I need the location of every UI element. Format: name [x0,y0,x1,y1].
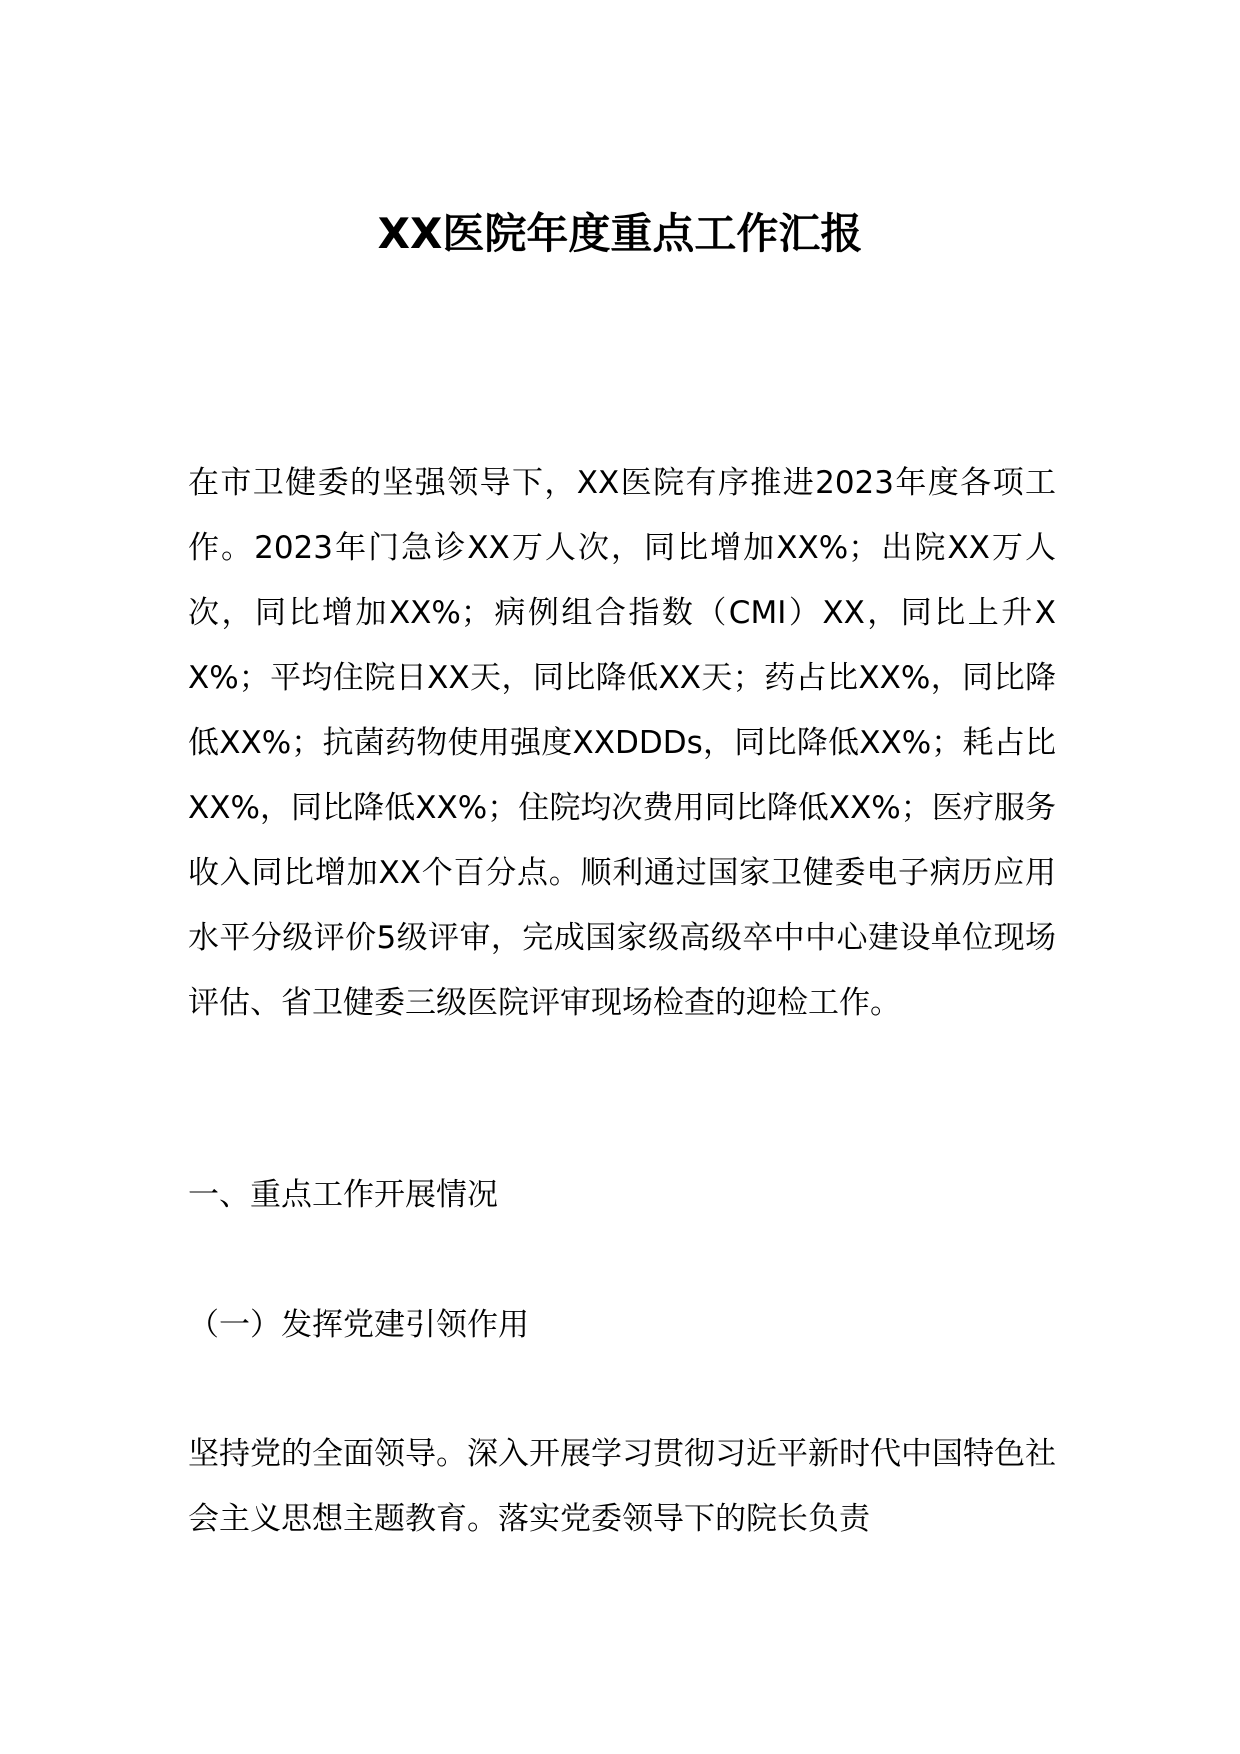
subsection-heading-party-building: （一）发挥党建引领作用 [188,1307,529,1343]
intro-paragraph: 在市卫健委的坚强领导下，XX医院有序推进2023年度各项工作。2023年门急诊XX万人次，同比增加XX%；出院XX万人次，同比增加XX%；病例组合指数（CMI）XX，同比上升XX%；平均住院日XX天，同比降低XX天；药占比XX%，同比降低XX%；抗菌药物使用强度XXDDDs，同比降低XX%；耗占比XX%，同比降低XX%；住院均次费用同比降低XX%；医疗服务收入同比增加XX个百分点。顺利通过国家卫健委电子病历应用水平分级评价5级评审，完成国家级高级卒中中心建设单位现场评估、省卫健委三级医院评审现场检查的迎检工作。 [188,465,1056,1021]
document-title: XX医院年度重点工作汇报 [377,209,863,258]
section-heading-key-work: 一、重点工作开展情况 [188,1177,498,1213]
party-leadership-paragraph: 坚持党的全面领导。深入开展学习贯彻习近平新时代中国特色社会主义思想主题教育。落实党委领导下的院长负责 [188,1436,1056,1537]
